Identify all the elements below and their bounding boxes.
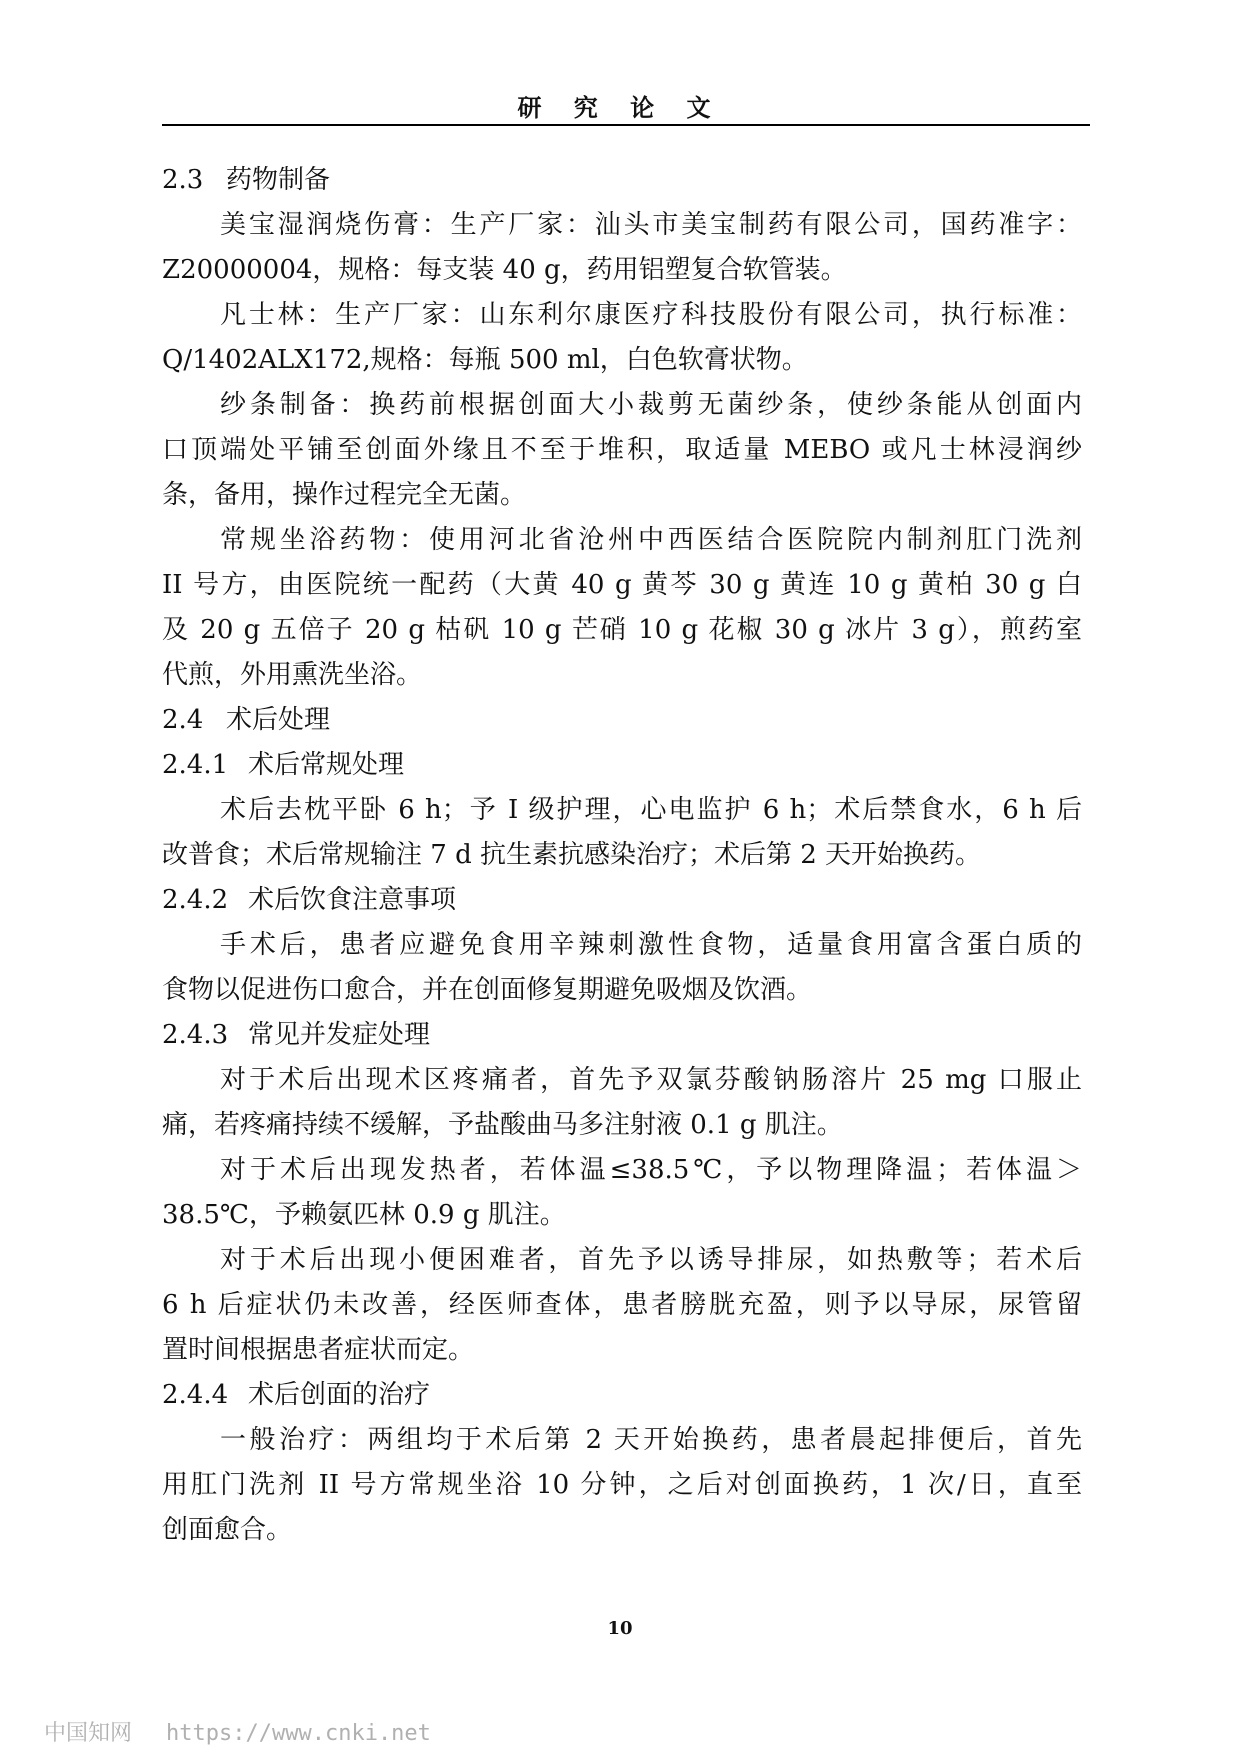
- header-rule: [162, 124, 1090, 126]
- running-header: 研 究 论 文: [517, 93, 723, 122]
- paragraph-line: 凡士林：生产厂家：山东利尔康医疗科技股份有限公司，执行标准：: [220, 300, 1082, 330]
- paragraph-line: 食物以促进伤口愈合，并在创面修复期避免吸烟及饮酒。: [162, 975, 813, 1005]
- paragraph-line: 对于术后出现发热者，若体温≤38.5℃，予以物理降温；若体温＞: [220, 1155, 1082, 1185]
- section-title: 常见并发症处理: [248, 1020, 431, 1050]
- subsection-heading: [162, 878, 1082, 923]
- paragraph-line: 一般治疗：两组均于术后第 2 天开始换药，患者晨起排便后，首先: [220, 1425, 1082, 1455]
- paragraph-line: 对于术后出现小便困难者，首先予以诱导排尿，如热敷等；若术后: [220, 1245, 1082, 1275]
- paragraph-line: 美宝湿润烧伤膏：生产厂家：汕头市美宝制药有限公司，国药准字：: [220, 210, 1082, 240]
- page-number: 10: [607, 1618, 633, 1639]
- paragraph-line: 纱条制备：换药前根据创面大小裁剪无菌纱条，使纱条能从创面内: [220, 390, 1082, 420]
- paragraph-line: 术后去枕平卧 6 h；予 I 级护理，心电监护 6 h；术后禁食水，6 h 后: [220, 795, 1082, 825]
- section-number: 2.4.1: [162, 750, 229, 780]
- section-heading: [162, 698, 1082, 743]
- paragraph-line: 口顶端处平铺至创面外缘且不至于堆积，取适量 MEBO 或凡士林浸润纱: [162, 435, 1082, 465]
- section-number: 2.4: [162, 705, 204, 735]
- section-title: 术后饮食注意事项: [248, 885, 457, 915]
- paragraph-line: 对于术后出现术区疼痛者，首先予双氯芬酸钠肠溶片 25 mg 口服止: [220, 1065, 1082, 1095]
- subsection-heading: [162, 743, 1082, 788]
- subsection-heading: [162, 1373, 1082, 1418]
- paragraph-line: II 号方，由医院统一配药（大黄 40 g 黄芩 30 g 黄连 10 g 黄柏 30 g 白: [162, 570, 1082, 600]
- section-heading: [162, 158, 1082, 203]
- paragraph-line: Z20000004，规格：每支装 40 g，药用铝塑复合软管装。: [162, 255, 847, 285]
- section-number: 2.4.3: [162, 1020, 229, 1050]
- footer-url: https://www.cnki.net: [166, 1721, 431, 1746]
- section-title: 术后创面的治疗: [248, 1380, 431, 1410]
- section-number: 2.3: [162, 165, 204, 195]
- paragraph-line: 痛，若疼痛持续不缓解，予盐酸曲马多注射液 0.1 g 肌注。: [162, 1110, 843, 1140]
- section-number: 2.4.4: [162, 1380, 229, 1410]
- paragraph-line: Q/1402ALX172,规格：每瓶 500 ml，白色软膏状物。: [162, 345, 808, 375]
- subsection-heading: [162, 1013, 1082, 1058]
- paragraph-line: 创面愈合。: [162, 1515, 293, 1545]
- section-title: 药物制备: [226, 165, 331, 195]
- paragraph-line: 38.5℃，予赖氨匹林 0.9 g 肌注。: [162, 1200, 566, 1230]
- paragraph-line: 常规坐浴药物：使用河北省沧州中西医结合医院院内制剂肛门洗剂: [220, 525, 1082, 555]
- body-text: [162, 158, 1082, 1553]
- section-title: 术后常规处理: [248, 750, 405, 780]
- section-number: 2.4.2: [162, 885, 229, 915]
- paragraph-line: 用肛门洗剂 II 号方常规坐浴 10 分钟，之后对创面换药，1 次/日，直至: [162, 1470, 1082, 1500]
- paragraph-line: 及 20 g 五倍子 20 g 枯矾 10 g 芒硝 10 g 花椒 30 g 冰片 3 g），煎药室: [162, 615, 1082, 645]
- paragraph-line: 改普食；术后常规输注 7 d 抗生素抗感染治疗；术后第 2 天开始换药。: [162, 840, 982, 870]
- section-title: 术后处理: [226, 705, 331, 735]
- watermark-footer: [44, 1716, 431, 1747]
- paragraph-line: 手术后，患者应避免食用辛辣刺激性食物，适量食用富含蛋白质的: [220, 930, 1082, 960]
- paragraph-line: 6 h 后症状仍未改善，经医师查体，患者膀胱充盈，则予以导尿，尿管留: [162, 1290, 1082, 1320]
- paragraph-line: 置时间根据患者症状而定。: [162, 1335, 475, 1365]
- paragraph-line: 代煎，外用熏洗坐浴。: [162, 660, 423, 690]
- footer-site-name: 中国知网: [44, 1721, 133, 1746]
- paragraph-line: 条，备用，操作过程完全无菌。: [162, 480, 527, 510]
